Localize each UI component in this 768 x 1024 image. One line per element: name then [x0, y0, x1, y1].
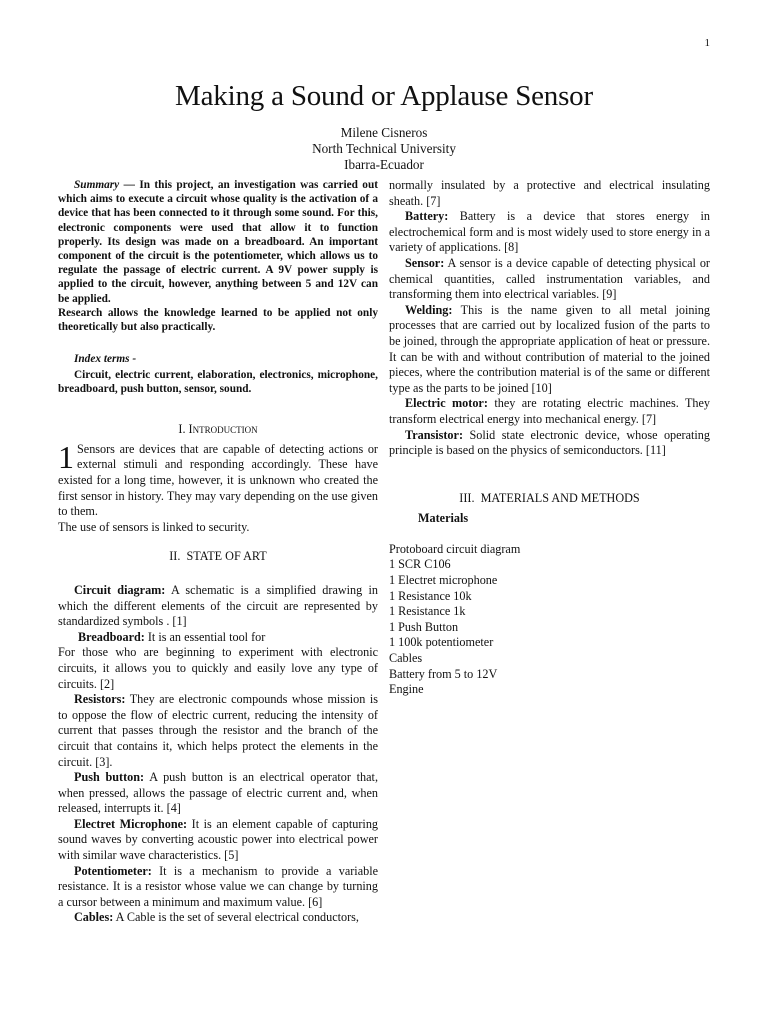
list-item: Battery from 5 to 12V: [389, 666, 498, 681]
term-push-button: Push button:: [74, 770, 145, 785]
term-electret-microphone: Electret Microphone:: [74, 816, 188, 831]
paragraph-cables-continued: normally insulated by a protective and electrical insulating sheath. [7]: [389, 178, 710, 208]
term-potentiometer: Potentiometer:: [74, 863, 152, 878]
paragraph-welding: [389, 303, 710, 397]
paragraph-circuit-diagram: [58, 583, 378, 630]
paragraph-push-button: [58, 770, 378, 817]
left-column: [58, 178, 378, 926]
text-potentiometer: It is a mechanism to provide a variable resistance. It is a resistor whose value we can change by turning a cursor between a minimum and maximum value. [6]: [58, 863, 378, 909]
paragraph-electret-microphone: [58, 817, 378, 864]
paragraph-sensor: [389, 256, 710, 303]
paragraph-breadboard-2: For those who are beginning to experiment with electronic circuits, it allows you to quickly and easily love any type of circuits. [2]: [58, 645, 378, 691]
subheading-materials: Materials: [418, 511, 469, 526]
section-title: Introduction: [188, 422, 258, 437]
intro-paragraph-2: The use of sensors is linked to security.: [58, 519, 250, 534]
term-breadboard: Breadboard:: [78, 629, 145, 644]
abstract-dash: —: [119, 179, 140, 191]
term-welding: Welding:: [405, 302, 453, 317]
text-circuit-diagram: A schematic is a simplified drawing in which the different elements of the circuit are represented by standardized symbols . [1]: [58, 582, 378, 629]
section-numeral: I.: [178, 422, 186, 437]
text-battery: Battery is a device that stores energy in electrochemical form and is most widely used to store energy in a variety of applications. [8]: [389, 209, 710, 255]
text-breadboard: It is an essential tool for: [144, 629, 266, 644]
section-heading-state-of-art: [58, 549, 378, 565]
list-item: 1 Resistance 10k: [389, 588, 472, 603]
author-location: Ibarra-Ecuador: [344, 157, 424, 172]
paragraph-transistor: [389, 428, 710, 459]
list-item: Cables: [389, 651, 423, 666]
list-item: 1 SCR C106: [389, 557, 451, 572]
materials-list: [389, 542, 710, 698]
section-heading-introduction: [58, 422, 378, 438]
text-welding: This is the name given to all metal joining processes that are carried out by localized fusion of the parts to be joined, through the appropriate application of heat or pressure. It can be with and without contribution of material to the joined pieces, where the contribution material is of the same or different type as the parts to be joined [10]: [389, 302, 710, 395]
author-affiliation: North Technical University: [312, 141, 456, 156]
intro-text: Sensors are devices that are capable of detecting actions or external stimuli and responding accordingly. These have existed for a long time, however, it is unknown who created the first sensor in history. They may vary depending on the use given to them.: [58, 441, 378, 519]
paragraph-breadboard: [58, 630, 378, 646]
section-heading-materials-methods: [389, 491, 710, 507]
term-transistor: Transistor:: [405, 427, 463, 442]
paragraph-cables: [58, 910, 378, 926]
list-item: Engine: [389, 682, 424, 697]
author-block: [0, 125, 768, 173]
text-sensor: A sensor is a device capable of detecting physical or chemical quantities, called instrumentation variables, and transforming them into electrical variables. [9]: [389, 255, 710, 302]
abstract-text: In this project, an investigation was carried out which aims to execute a circuit whose quality is the activation of a device that has been connected to it through some sound. For this, electronic components were used that allow it to function properly. Its design was made on a breadboard. An important component of the circuit is the potentiometer, which allows us to regulate the passage of electric current. A 9V power supply is applied to the circuit, however, anything between 5 and 12V can be applied.: [58, 179, 378, 305]
term-cables: Cables:: [74, 910, 114, 925]
paper-title: Making a Sound or Applause Sensor: [175, 80, 593, 112]
section-numeral: III.: [459, 490, 475, 505]
paragraph-electric-motor: [389, 396, 710, 427]
section-numeral: II.: [169, 549, 181, 564]
paragraph-potentiometer: [58, 864, 378, 911]
list-item: 1 Resistance 1k: [389, 604, 466, 619]
list-item: 1 Electret microphone: [389, 573, 498, 588]
term-resistors: Resistors:: [74, 692, 126, 707]
list-item: 1 Push Button: [389, 619, 459, 634]
text-electret-microphone: It is an element capable of capturing sound waves by converting acoustic power into electrical power with similar wave characteristics. [5]: [58, 816, 379, 863]
text-transistor: Solid state electronic device, whose operating principle is based on the physics of semiconductors. [11]: [389, 427, 710, 458]
section-title: MATERIALS AND METHODS: [480, 490, 640, 505]
text-resistors: They are electronic compounds whose mission is to oppose the flow of electric current, reducing the intensity of current that passes through the resistor and the branch of the circuit that contains it, which helps protect the elements in the circuit. [3].: [58, 692, 378, 769]
page-number: 1: [704, 37, 710, 49]
list-item: 1 100k potentiometer: [389, 635, 494, 650]
drop-cap: 1: [58, 438, 74, 475]
term-circuit-diagram: Circuit diagram:: [74, 582, 166, 597]
index-terms-text: Circuit, electric current, elaboration, electronics, microphone, breadboard, push button, sensor, sound.: [58, 368, 378, 396]
abstract-text-2: Research allows the knowledge learned to be applied not only theoretically but also practically.: [58, 306, 378, 334]
paragraph-battery: [389, 209, 710, 256]
text-electric-motor: they are rotating electric machines. They transform electrical energy into mechanical energy. [7]: [389, 396, 711, 426]
author-name: Milene Cisneros: [340, 125, 428, 140]
term-electric-motor: Electric motor:: [405, 396, 488, 411]
index-terms-label: Index terms -: [74, 353, 137, 366]
abstract: [58, 178, 378, 306]
term-sensor: Sensor:: [405, 255, 445, 270]
paragraph-resistors: [58, 692, 378, 770]
right-column: [389, 178, 710, 698]
text-cables: A Cable is the set of several electrical conductors,: [113, 910, 359, 925]
abstract-label: Summary: [74, 179, 120, 191]
term-battery: Battery:: [405, 209, 449, 224]
section-title: STATE OF ART: [186, 549, 267, 564]
list-item: Protoboard circuit diagram: [389, 541, 521, 556]
text-push-button: A push button is an electrical operator that, when pressed, allows the passage of electric current and, when released, interrupts it. [4]: [58, 770, 378, 816]
intro-paragraph: [58, 438, 378, 520]
